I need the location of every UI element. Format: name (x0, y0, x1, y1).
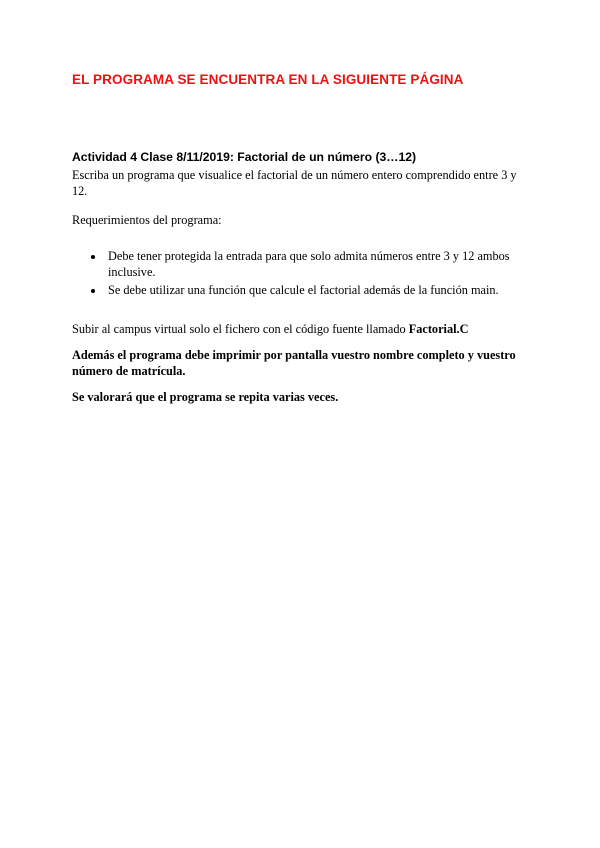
requirements-label: Requerimientos del programa: (72, 213, 222, 227)
activity-title: Actividad 4 Clase 8/11/2019: Factorial de un número (3…12) (72, 150, 417, 164)
requirement-item (72, 282, 528, 298)
upload-text: Subir al campus virtual solo el fichero con el código fuente llamado (72, 322, 409, 336)
requirement-text: Debe tener protegida la entrada para que solo admita números entre 3 y 12 ambos inclusive. (108, 249, 510, 279)
activity-description: Escriba un programa que visualice el factorial de un número entero comprendido entre 3 y 12. (72, 168, 517, 198)
bullet-icon (91, 289, 95, 293)
requirements-list (72, 248, 528, 298)
bullet-icon (91, 255, 95, 259)
activity-section (72, 150, 528, 405)
requirement-text: Se debe utilizar una función que calcule el factorial además de la función main. (108, 283, 499, 297)
print-requirement-note: Además el programa debe imprimir por pantalla vuestro nombre completo y vuestro número de matrícula. (72, 348, 516, 378)
next-page-notice: EL PROGRAMA SE ENCUENTRA EN LA SIGUIENTE PÁGINA (72, 72, 464, 87)
requirement-item (72, 248, 528, 280)
upload-instruction (72, 321, 528, 337)
repeat-note: Se valorará que el programa se repita varias veces. (72, 390, 339, 404)
upload-filename: Factorial.C (408, 322, 469, 336)
